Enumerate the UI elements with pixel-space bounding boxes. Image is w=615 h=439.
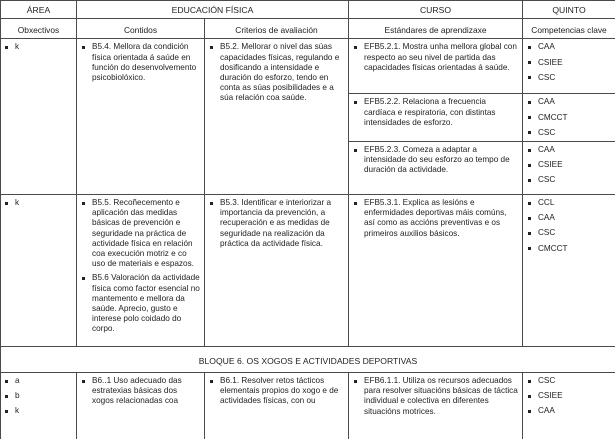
bullet-icon <box>82 202 85 205</box>
list-item: B5.5. Recoñecemento e aplicación das medidas básicas de prevención e seguridade na práctica de actividade física en relación coa execución motriz e co uso de materiais e espazos. <box>81 198 200 269</box>
standard-cell <box>349 39 523 94</box>
criteria-cell <box>205 195 349 347</box>
list-item: k <box>4 198 72 208</box>
competencies-cell <box>523 142 615 195</box>
course-label: CURSO <box>349 1 523 19</box>
list-item: CCL <box>527 198 611 208</box>
bullet-icon <box>528 217 531 220</box>
bullet-icon <box>5 395 8 398</box>
list-item: CSC <box>527 175 611 185</box>
list-item: k <box>4 42 72 52</box>
bullet-icon <box>5 202 8 205</box>
list-item: CMCCT <box>527 113 611 123</box>
header-row-columns <box>1 19 615 39</box>
bullet-icon <box>528 61 531 64</box>
standard-cell <box>349 195 523 347</box>
bullet-icon <box>210 202 213 205</box>
area-label: ÁREA <box>1 1 77 19</box>
list-item: a <box>4 376 72 386</box>
list-item: B5.4. Mellora da condición física orientada á saúde en función do desenvolvemento psicobiolóxico. <box>81 42 200 83</box>
competencies-cell <box>523 39 615 94</box>
section-banner: BLOQUE 6. OS XOGOS E ACTIVIDADES DEPORTIVAS <box>1 347 615 373</box>
bullet-icon <box>528 116 531 119</box>
list-item: CSC <box>527 128 611 138</box>
list-item: CSIEE <box>527 160 611 170</box>
objectives-cell <box>1 39 77 195</box>
list-item: EFB6.1.1. Utiliza os recursos adecuados para resolver situacións básicas de táctica individual e colectiva en diferentes situacións motrices. <box>353 376 518 417</box>
criteria-cell <box>205 373 349 439</box>
list-item: CAA <box>527 97 611 107</box>
bullet-icon <box>528 101 531 104</box>
bullet-icon <box>210 46 213 49</box>
bullet-icon <box>528 395 531 398</box>
standard-cell <box>349 94 523 142</box>
table-row <box>1 39 615 94</box>
bullet-icon <box>528 131 531 134</box>
col-header-standards: Estándares de aprendizaxe <box>349 19 523 39</box>
objectives-cell <box>1 373 77 439</box>
list-item: EFB5.2.1. Mostra unha mellora global con respecto ao seu nivel de partida das capacidades físicas orientadas á saúde. <box>353 42 518 73</box>
bullet-icon <box>210 380 213 383</box>
bullet-icon <box>82 46 85 49</box>
list-item: CSC <box>527 228 611 238</box>
bullet-icon <box>5 46 8 49</box>
bullet-icon <box>354 149 357 152</box>
contents-cell <box>77 195 205 347</box>
standard-cell <box>349 142 523 195</box>
list-item: CSC <box>527 73 611 83</box>
list-item: B6..1 Uso adecuado das estratexias básicas dos xogos relacionadas coa <box>81 376 200 407</box>
list-item: EFB5.3.1. Explica as lesións e enfermidades deportivas máis comúns, así como as accións preventivas e os primeiros auxilios básicos. <box>353 198 518 239</box>
bullet-icon <box>528 46 531 49</box>
course-value: QUINTO <box>523 1 615 19</box>
bullet-icon <box>354 101 357 104</box>
bullet-icon <box>528 410 531 413</box>
table-row <box>1 373 615 439</box>
list-item: CSC <box>527 376 611 386</box>
list-item: EFB5.2.3. Comeza a adaptar a intensidade do seu esforzo ao tempo de duración da actividade. <box>353 145 518 176</box>
subject-title: EDUCACIÓN FÍSICA <box>77 1 349 19</box>
section-banner-row <box>1 347 615 373</box>
competencies-cell <box>523 373 615 439</box>
objectives-cell <box>1 195 77 347</box>
list-item: EFB5.2.2. Relaciona a frecuencia cardíaca e respiratoria, con distintas intensidades de esforzo. <box>353 97 518 128</box>
col-header-objectives: Obxectivos <box>1 19 77 39</box>
standard-cell <box>349 373 523 439</box>
bullet-icon <box>82 277 85 280</box>
header-row-top <box>1 1 615 19</box>
bullet-icon <box>528 179 531 182</box>
col-header-criteria: Criterios de avaliación <box>205 19 349 39</box>
bullet-icon <box>354 380 357 383</box>
bullet-icon <box>528 76 531 79</box>
list-item: k <box>4 406 72 416</box>
list-item: CAA <box>527 42 611 52</box>
bullet-icon <box>528 247 531 250</box>
bullet-icon <box>354 46 357 49</box>
list-item: B5.3. Identificar e interiorizar a importancia da prevención, a recuperación e as medidas de seguridade na realización da práctica da actividade física. <box>209 198 344 249</box>
bullet-icon <box>528 202 531 205</box>
list-item: B6.1. Resolver retos tácticos elementais propios do xogo e de actividades físicas, con ou <box>209 376 344 407</box>
list-item: CAA <box>527 213 611 223</box>
competencies-cell <box>523 195 615 347</box>
criteria-cell <box>205 39 349 195</box>
list-item: CSIEE <box>527 58 611 68</box>
bullet-icon <box>528 149 531 152</box>
contents-cell <box>77 373 205 439</box>
col-header-contents: Contidos <box>77 19 205 39</box>
list-item: b <box>4 391 72 401</box>
list-item: CMCCT <box>527 244 611 254</box>
bullet-icon <box>5 380 8 383</box>
contents-cell <box>77 39 205 195</box>
col-header-competencies: Competencias clave <box>523 19 615 39</box>
table-row <box>1 195 615 347</box>
bullet-icon <box>5 410 8 413</box>
bullet-icon <box>528 164 531 167</box>
bullet-icon <box>528 232 531 235</box>
bullet-icon <box>82 380 85 383</box>
list-item: CAA <box>527 145 611 155</box>
competencies-cell <box>523 94 615 142</box>
list-item: CSIEE <box>527 391 611 401</box>
list-item: B5.6 Valoración da actividade física como factor esencial no mantemento e mellora da saúde. Aprecio, gusto e interese polo coidado do corpo. <box>81 273 200 334</box>
list-item: B5.2. Mellorar o nivel das súas capacidades físicas, regulando e dosificando a intensidade e duración do esforzo, tendo en conta as súas posibilidades e a súa relación coa saúde. <box>209 42 344 103</box>
bullet-icon <box>528 380 531 383</box>
list-item: CAA <box>527 406 611 416</box>
bullet-icon <box>354 202 357 205</box>
